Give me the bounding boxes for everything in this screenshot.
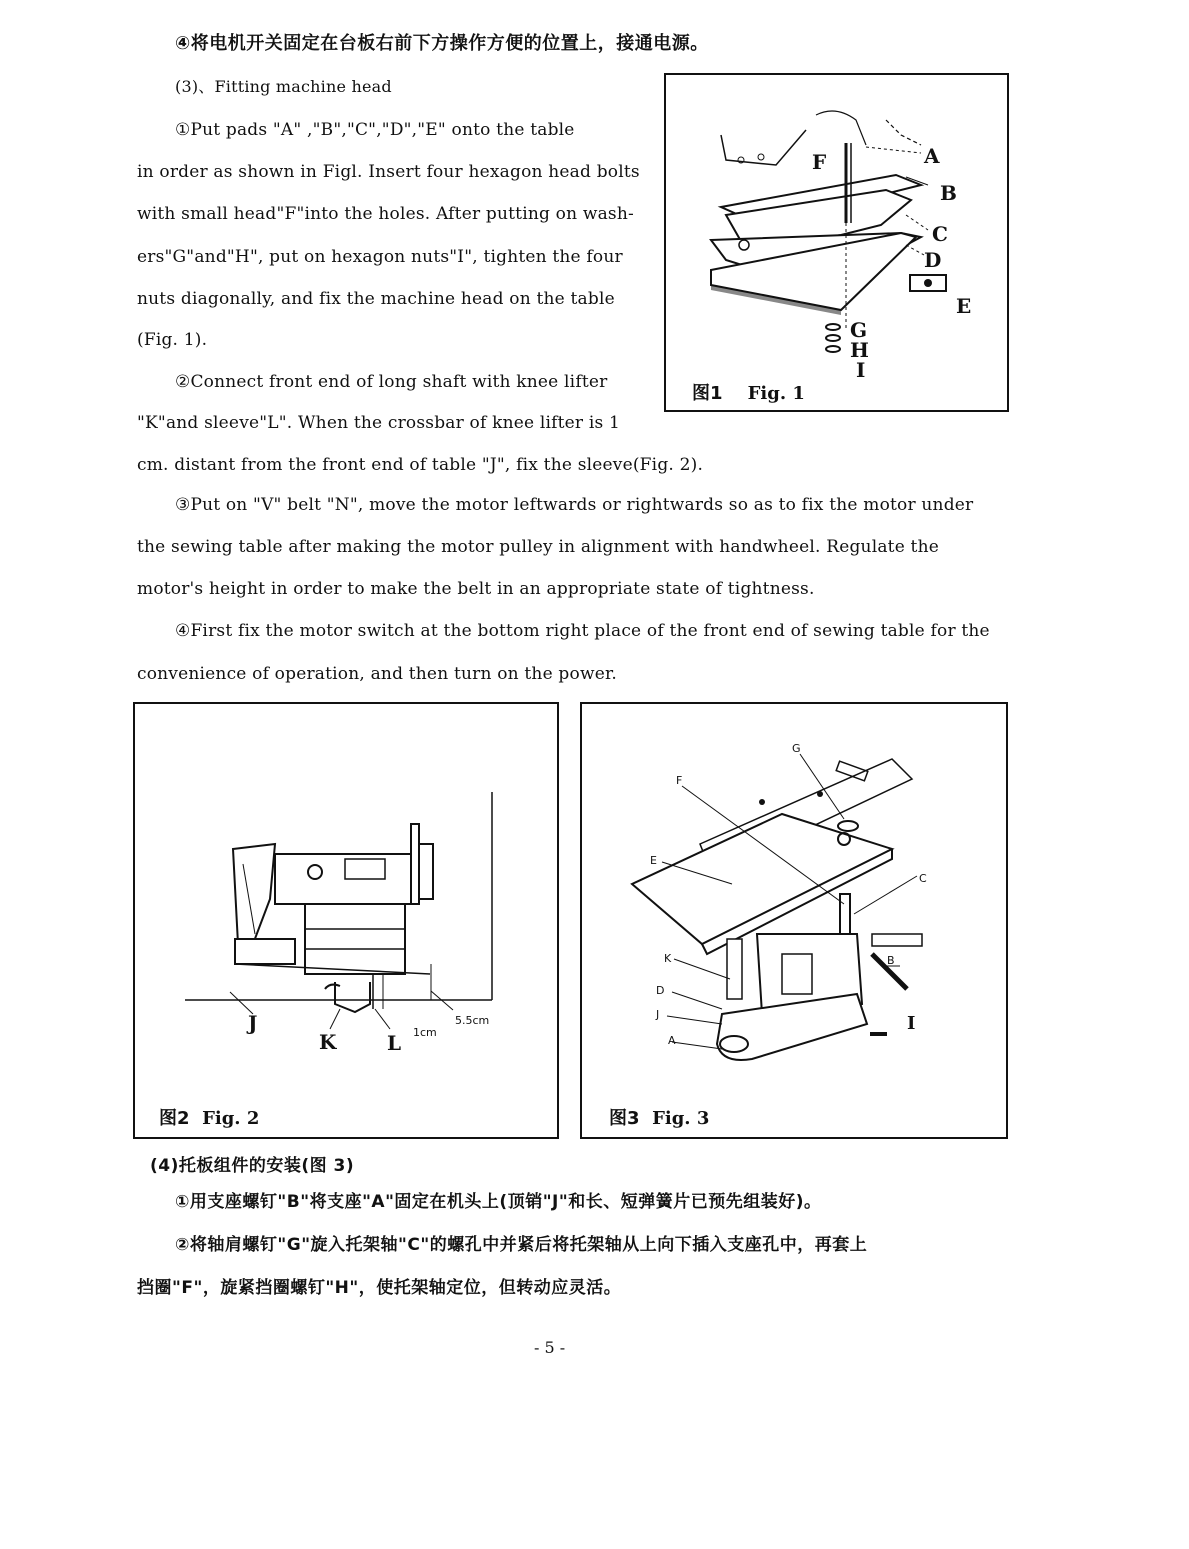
fig3-caption-cn: 图3 [609, 1108, 640, 1129]
fig3-caption [609, 1104, 709, 1130]
fig3-label-k: K [664, 952, 672, 965]
fig1-label-f: F [812, 150, 827, 174]
fig3-label-f: F [676, 774, 683, 787]
step3-line: ③Put on "V" belt "N", move the motor leftwards or rightwards so as to fix the motor under [175, 495, 974, 515]
fig1-label-a: A [924, 144, 940, 168]
fig1-label-c: C [932, 222, 948, 246]
fig3-label-j: J [656, 1008, 660, 1021]
step4-line: convenience of operation, and then turn on the power. [137, 664, 618, 684]
figure-3-drawing [582, 704, 1010, 1141]
fig1-label-h: H [850, 338, 869, 362]
fig2-dim-1cm: 1cm [413, 1026, 437, 1039]
step1-line: with small head"F"into the holes. After putting on wash- [137, 204, 634, 224]
figure-2 [133, 702, 559, 1139]
fig1-label-d: D [924, 248, 942, 272]
fig2-label-k: K [319, 1030, 337, 1054]
step2-line: ②Connect front end of long shaft with knee lifter [175, 372, 608, 392]
fig1-label-b: B [940, 181, 957, 205]
fig3-label-a: A [668, 1034, 676, 1047]
fig2-caption [159, 1104, 259, 1130]
step2-line: cm. distant from the front end of table "J", fix the sleeve(Fig. 2). [137, 455, 704, 475]
step3-line: motor's height in order to make the belt in an appropriate state of tightness. [137, 579, 815, 599]
page-number: - 5 - [534, 1338, 566, 1357]
fig2-label-j: J [248, 1011, 258, 1035]
step1-line: in order as shown in Figl. Insert four hexagon head bolts [137, 162, 640, 182]
fig2-caption-cn: 图2 [159, 1108, 190, 1129]
fig1-label-g: G [850, 318, 868, 342]
section4-heading: (4)托板组件的安装(图 3) [150, 1156, 355, 1176]
fig1-label-i: I [856, 358, 866, 382]
fig3-label-d: D [656, 984, 665, 997]
fig1-caption-cn: 图1 [692, 383, 723, 404]
section4-step2-line: ②将轴肩螺钉"G"旋入托架轴"C"的螺孔中并紧后将托架轴从上向下插入支座孔中，再套上 [175, 1235, 868, 1255]
fig3-caption-en: Fig. 3 [652, 1108, 710, 1129]
step4-line: ④First fix the motor switch at the bottom right place of the front end of sewing table for the [175, 621, 990, 641]
fig3-label-b: B [887, 954, 895, 967]
fig1-caption-en: Fig. 1 [747, 383, 805, 404]
fig3-label-g: G [792, 742, 801, 755]
fig3-label-i: I [907, 1013, 916, 1034]
fig2-caption-en: Fig. 2 [202, 1108, 260, 1129]
fig3-label-c: C [919, 872, 927, 885]
section4-step2-line: 挡圈"F"，旋紧挡圈螺钉"H"，使托架轴定位，但转动应灵活。 [137, 1278, 622, 1298]
step1-line: ers"G"and"H", put on hexagon nuts"I", tighten the four [137, 247, 623, 267]
step2-line: "K"and sleeve"L". When the crossbar of knee lifter is 1 [137, 413, 621, 433]
figure-2-drawing [135, 704, 561, 1141]
fig2-dim-5-5cm: 5.5cm [455, 1014, 490, 1027]
top-step-text: ④将电机开关固定在台板右前下方操作方便的位置上，接通电源。 [175, 33, 709, 54]
fig1-caption [692, 379, 805, 405]
figure-3 [580, 702, 1008, 1139]
fig3-label-e: E [650, 854, 657, 867]
figure-1-drawing [666, 75, 1011, 414]
step1-line: nuts diagonally, and fix the machine head on the table [137, 289, 615, 309]
figure-1 [664, 73, 1009, 412]
step3-line: the sewing table after making the motor pulley in alignment with handwheel. Regulate the [137, 537, 939, 557]
section4-step1: ①用支座螺钉"B"将支座"A"固定在机头上(顶销"J"和长、短弹簧片已预先组装好)。 [175, 1192, 822, 1212]
section3-heading: (3)、Fitting machine head [175, 77, 392, 96]
step1-line: ①Put pads "A" ,"B","C","D","E" onto the table [175, 120, 575, 140]
fig1-label-e: E [956, 294, 972, 318]
step1-line: (Fig. 1). [137, 330, 208, 350]
fig2-label-l: L [387, 1031, 402, 1055]
